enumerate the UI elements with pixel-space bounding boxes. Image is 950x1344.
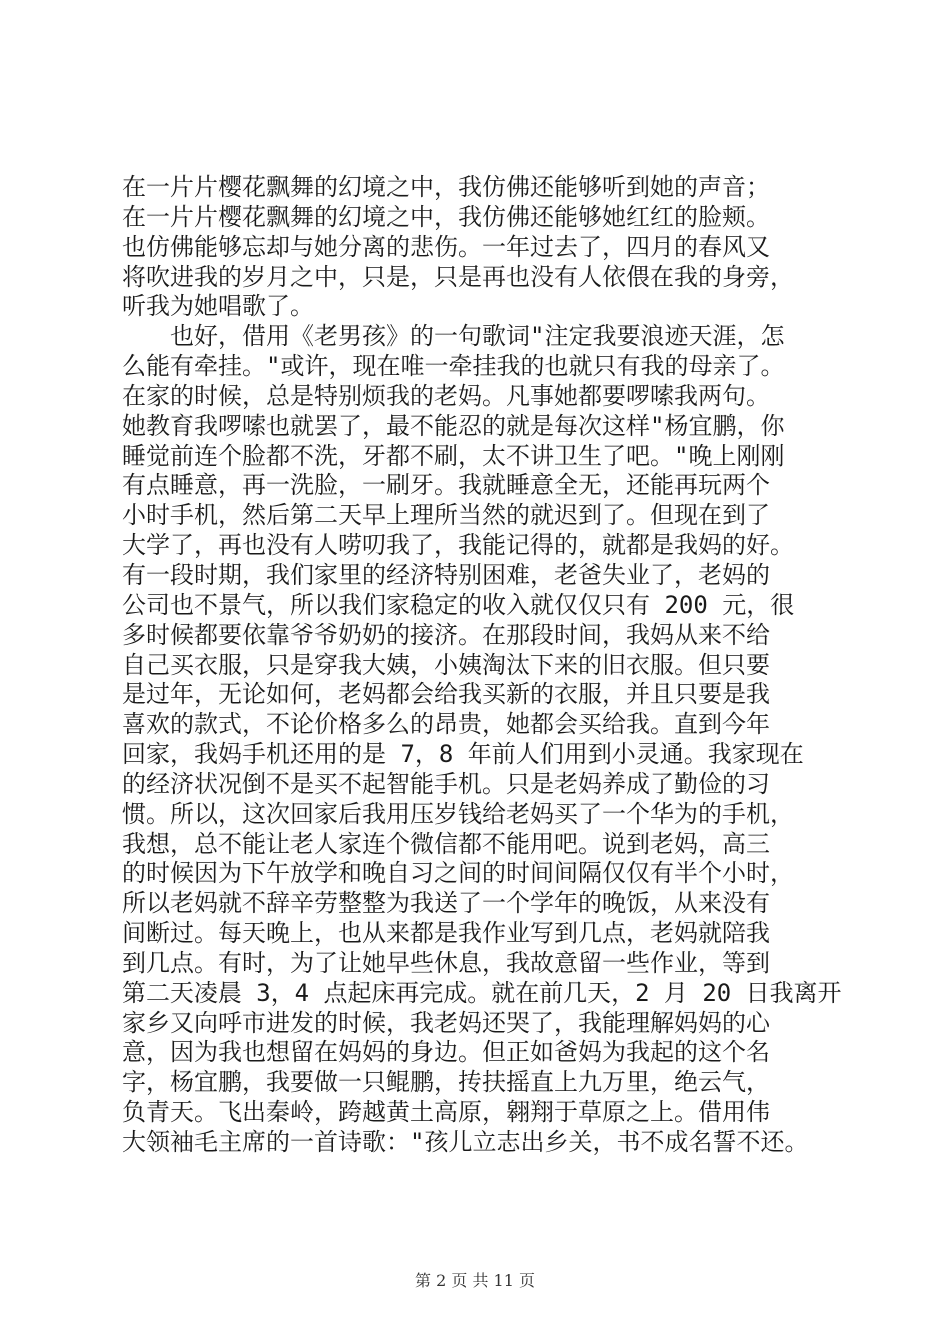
text-line: 自己买衣服，只是穿我大姨，小姨淘汰下来的旧衣服。但只要 <box>122 650 770 679</box>
text-line: 到几点。有时，为了让她早些休息，我故意留一些作业，等到 <box>122 948 770 977</box>
text-line: 第二天凌晨 3，4 点起床再完成。就在前几天，2 月 20 日我离开 <box>122 978 842 1007</box>
text-line: 的时候因为下午放学和晚自习之间的时间间隔仅仅有半个小时， <box>122 859 794 888</box>
text-line: 公司也不景气，所以我们家稳定的收入就仅仅只有 200 元，很 <box>122 590 795 619</box>
text-line: 也好，借用《老男孩》的一句歌词"注定我要浪迹天涯，怎 <box>122 322 785 351</box>
text-line: 惯。所以，这次回家后我用压岁钱给老妈买了一个华为的手机， <box>122 799 794 828</box>
text-line: 小时手机，然后第二天早上理所当然的就迟到了。但现在到了 <box>122 501 770 530</box>
text-line: 是过年，无论如何，老妈都会给我买新的衣服，并且只要是我 <box>122 680 770 709</box>
text-line: 意，因为我也想留在妈妈的身边。但正如爸妈为我起的这个名 <box>122 1038 770 1067</box>
text-line: 负青天。飞出秦岭，跨越黄土高原，翱翔于草原之上。借用伟 <box>122 1098 770 1127</box>
text-line: 大领袖毛主席的一首诗歌："孩儿立志出乡关，书不成名誓不还。 <box>122 1128 809 1156</box>
text-line: 也仿佛能够忘却与她分离的悲伤。一年过去了，四月的春风又 <box>122 232 770 261</box>
text-line: 有点睡意，再一洗脸，一刷牙。我就睡意全无，还能再玩两个 <box>122 471 770 500</box>
text-line: 多时候都要依靠爷爷奶奶的接济。在那段时间，我妈从来不给 <box>122 620 770 649</box>
text-line: 在家的时候，总是特别烦我的老妈。凡事她都要啰嗦我两句。 <box>122 381 770 410</box>
text-line: 所以老妈就不辞辛劳整整为我送了一个学年的晚饭，从来没有 <box>122 889 770 918</box>
text-line: 听我为她唱歌了。 <box>122 292 314 321</box>
text-line: 字，杨宜鹏，我要做一只鲲鹏，抟扶摇直上九万里，绝云气， <box>122 1068 770 1097</box>
text-line: 在一片片樱花飘舞的幻境之中，我仿佛还能够她红红的脸颊。 <box>122 202 770 231</box>
text-line: 的经济状况倒不是买不起智能手机。只是老妈养成了勤俭的习 <box>122 769 770 798</box>
body-text <box>122 173 842 1158</box>
page-footer: 第 2 页 共 11 页 <box>415 1271 535 1290</box>
text-line: 喜欢的款式，不论价格多么的昂贵，她都会买给我。直到今年 <box>122 710 770 739</box>
text-line: 将吹进我的岁月之中，只是，只是再也没有人依偎在我的身旁， <box>122 262 794 291</box>
text-line: 在一片片樱花飘舞的幻境之中，我仿佛还能够听到她的声音； <box>122 173 770 201</box>
text-line: 有一段时期，我们家里的经济特别困难，老爸失业了，老妈的 <box>122 560 770 589</box>
text-line: 她教育我啰嗦也就罢了，最不能忍的就是每次这样"杨宜鹏，你 <box>122 411 785 440</box>
text-line: 么能有牵挂。"或许，现在唯一牵挂我的也就只有我的母亲了。 <box>122 352 785 381</box>
text-line: 间断过。每天晚上，也从来都是我作业写到几点，老妈就陪我 <box>122 919 770 948</box>
text-line: 回家，我妈手机还用的是 7，8 年前人们用到小灵通。我家现在 <box>122 740 804 769</box>
text-line: 家乡又向呼市进发的时候，我老妈还哭了，我能理解妈妈的心 <box>122 1008 770 1037</box>
text-line: 大学了，再也没有人唠叨我了，我能记得的，就都是我妈的好。 <box>122 531 794 560</box>
text-line: 我想，总不能让老人家连个微信都不能用吧。说到老妈，高三 <box>122 829 770 858</box>
text-line: 睡觉前连个脸都不洗，牙都不刷，太不讲卫生了吧。"晚上刚刚 <box>122 441 785 470</box>
